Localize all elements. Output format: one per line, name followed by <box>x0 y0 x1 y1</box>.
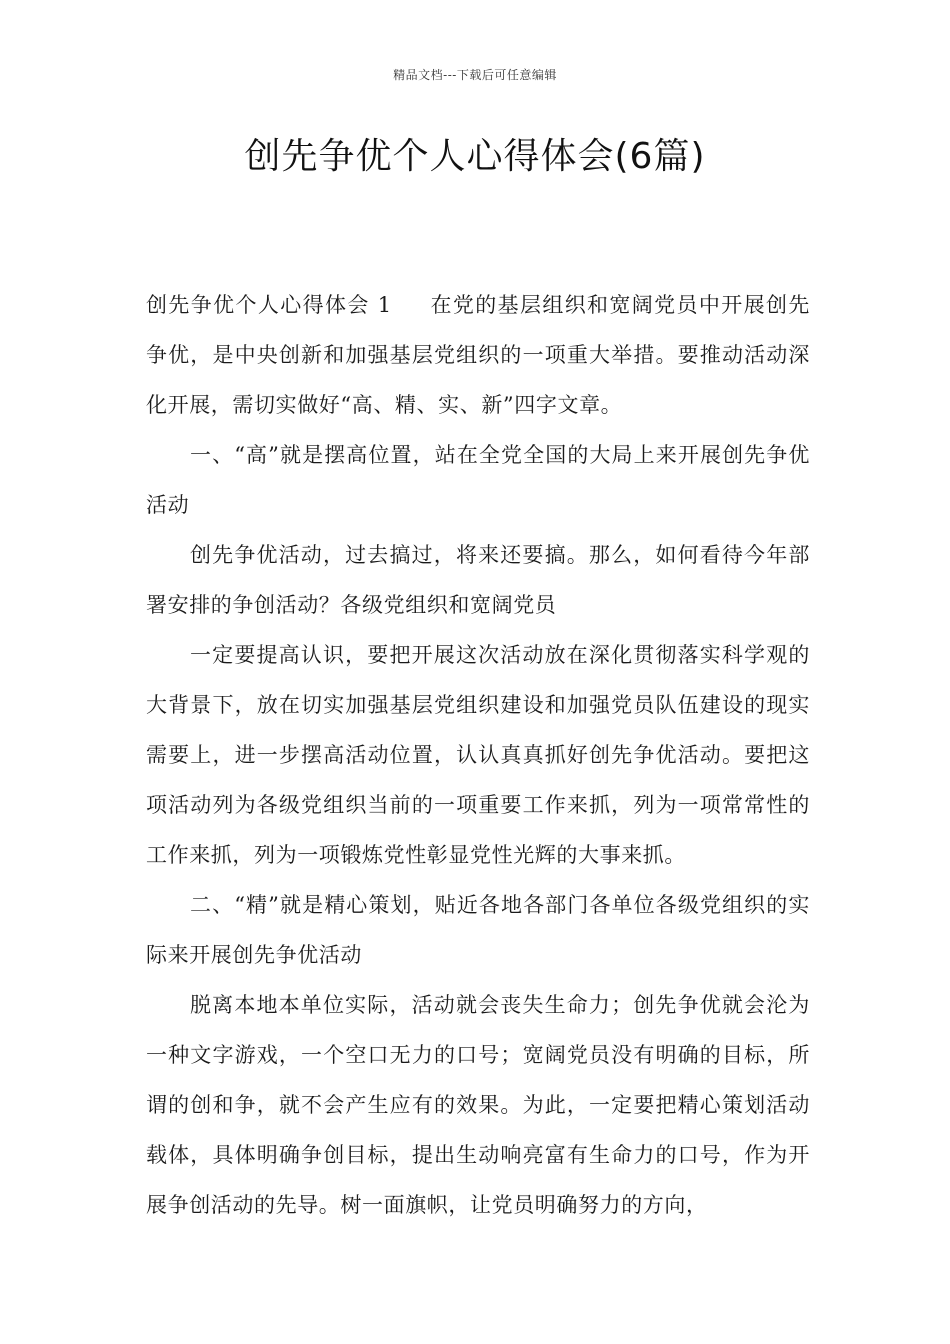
header-note: 精品文档---下载后可任意编辑 <box>393 68 557 82</box>
first-paragraph <box>146 280 810 430</box>
paragraph: 脱离本地本单位实际，活动就会丧失生命力；创先争优就会沦为一种文字游戏，一个空口无力的口号；宽阔党员没有明确的目标，所谓的创和争，就不会产生应有的效果。为此，一定要把精心策划活动载体，具体明确争创目标，提出生动响亮富有生命力的口号，作为开展争创活动的先导。树一面旗帜，让党员明确努力的方向， <box>146 993 810 1217</box>
paragraph-intro: 在党的基层组织和宽阔党员中开展创先争优，是中央创新和加强基层党组织的一项重大举措。要推动活动深化开展，需切实做好“高、精、实、新”四字文章。 <box>146 293 810 417</box>
paragraph: 一定要提高认识，要把开展这次活动放在深化贯彻落实科学观的大背景下，放在切实加强基层党组织建设和加强党员队伍建设的现实需要上，进一步摆高活动位置，认认真真抓好创先争优活动。要把这项活动列为各级党组织当前的一项重要工作来抓，列为一项常常性的工作来抓，列为一项锻炼党性彰显党性光辉的大事来抓。 <box>146 643 810 867</box>
document-title: 创先争优个人心得体会(6篇) <box>244 136 706 177</box>
document-body <box>146 280 810 1230</box>
paragraph: 创先争优活动，过去搞过，将来还要搞。那么，如何看待今年部署安排的争创活动？各级党组织和宽阔党员 <box>146 543 810 617</box>
section-heading: 创先争优个人心得体会 1 <box>146 293 392 317</box>
paragraph-heading-2: 二、“精”就是精心策划，贴近各地各部门各单位各级党组织的实际来开展创先争优活动 <box>146 893 810 967</box>
paragraph-heading-1: 一、“高”就是摆高位置，站在全党全国的大局上来开展创先争优活动 <box>146 443 810 517</box>
